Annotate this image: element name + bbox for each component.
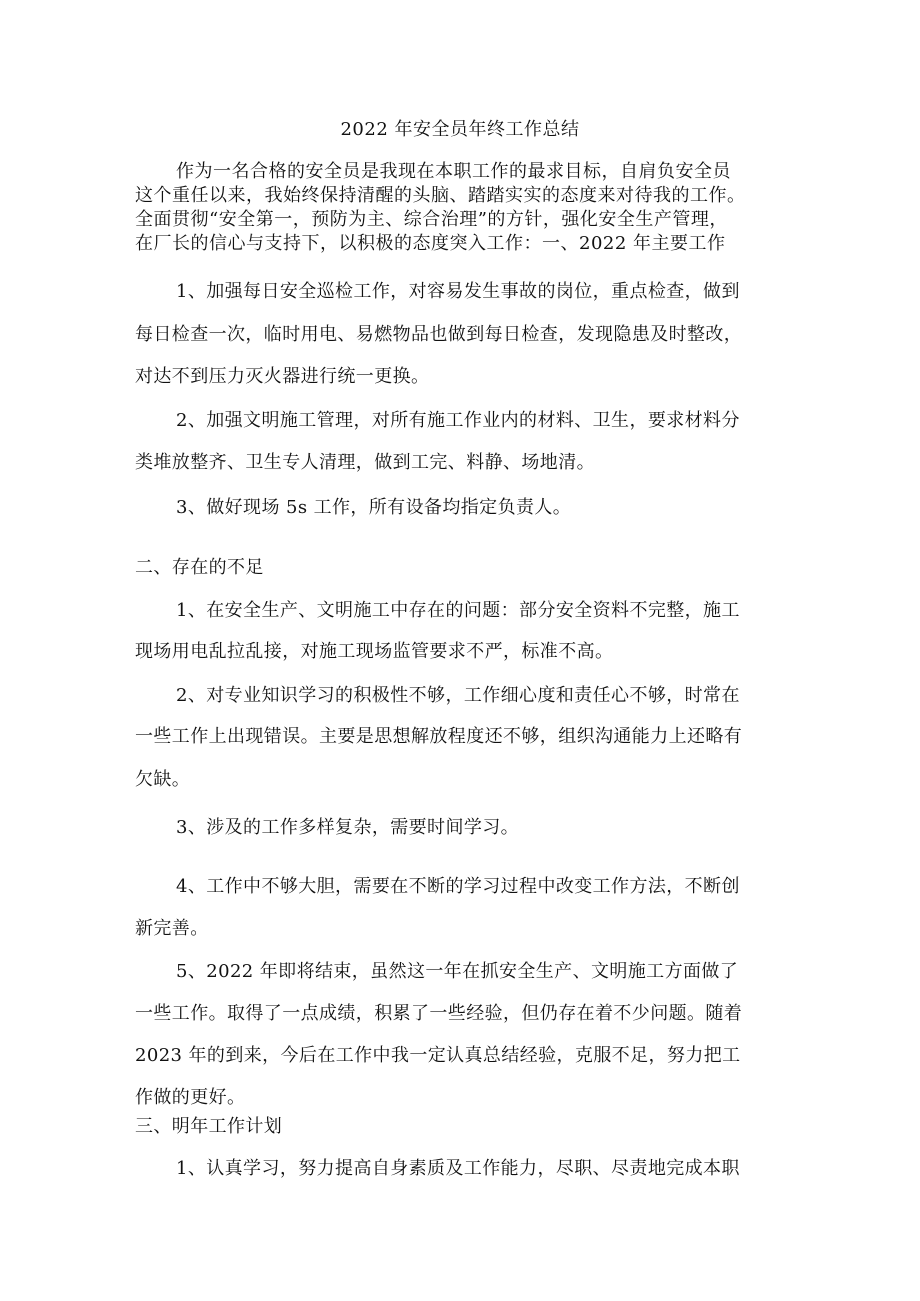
intro-line: 作为一名合格的安全员是我现在本职工作的最求目标，自肩负安全员 (176, 161, 731, 182)
paragraph-line: 5、2022 年即将结束，虽然这一年在抓安全生产、文明施工方面做了 (176, 961, 739, 982)
paragraph-line: 3、做好现场 5s 工作，所有设备均指定负责人。 (176, 497, 572, 518)
paragraph-line: 现场用电乱拉乱接，对施工现场监管要求不严，标准不高。 (135, 641, 614, 662)
paragraph-line: 对达不到压力灭火器进行统一更换。 (135, 366, 430, 387)
paragraph-line: 3、涉及的工作多样复杂，需要时间学习。 (176, 817, 520, 838)
paragraph-line: 2、对专业知识学习的积极性不够，工作细心度和责任心不够，时常在 (176, 685, 740, 706)
paragraph-line: 欠缺。 (135, 769, 191, 790)
paragraph-line: 1、在安全生产、文明施工中存在的问题：部分安全资料不完整，施工 (176, 600, 740, 621)
paragraph-line: 1、认真学习，努力提高自身素质及工作能力，尽职、尽责地完成本职 (176, 1158, 740, 1179)
paragraph-line: 2023 年的到来，今后在工作中我一定认真总结经验，克服不足，努力把工 (135, 1045, 741, 1066)
intro-line: 全面贯彻“安全第一，预防为主、综合治理”的方针，强化安全生产管理， (135, 209, 728, 230)
paragraph-line: 类堆放整齐、卫生专人清理，做到工完、料静、场地清。 (135, 452, 595, 473)
paragraph-line: 一些工作上出现错误。主要是思想解放程度还不够，组织沟通能力上还略有 (135, 726, 743, 747)
intro-line: 这个重任以来，我始终保持清醒的头脑、踏踏实实的态度来对待我的工作。 (135, 185, 746, 206)
paragraph-line: 新完善。 (135, 918, 209, 939)
paragraph-line: 1、加强每日安全巡检工作，对容易发生事故的岗位，重点检查，做到 (176, 281, 740, 302)
section-heading-shortcomings: 二、存在的不足 (135, 557, 264, 578)
document-title: 2022 年安全员年终工作总结 (340, 119, 580, 140)
paragraph-line: 4、工作中不够大胆，需要在不断的学习过程中改变工作方法，不断创 (176, 876, 740, 897)
paragraph-line: 每日检查一次，临时用电、易燃物品也做到每日检查，发现隐患及时整改， (135, 324, 743, 345)
paragraph-line: 一些工作。取得了一点成绩，积累了一些经验，但仍存在着不少问题。随着 (135, 1003, 743, 1024)
section-heading-plan: 三、明年工作计划 (135, 1116, 283, 1137)
paragraph-line: 2、加强文明施工管理，对所有施工作业内的材料、卫生，要求材料分 (176, 410, 740, 431)
intro-line: 在厂长的信心与支持下，以积极的态度突入工作：一、2022 年主要工作 (135, 233, 726, 254)
paragraph-line: 作做的更好。 (135, 1087, 246, 1108)
